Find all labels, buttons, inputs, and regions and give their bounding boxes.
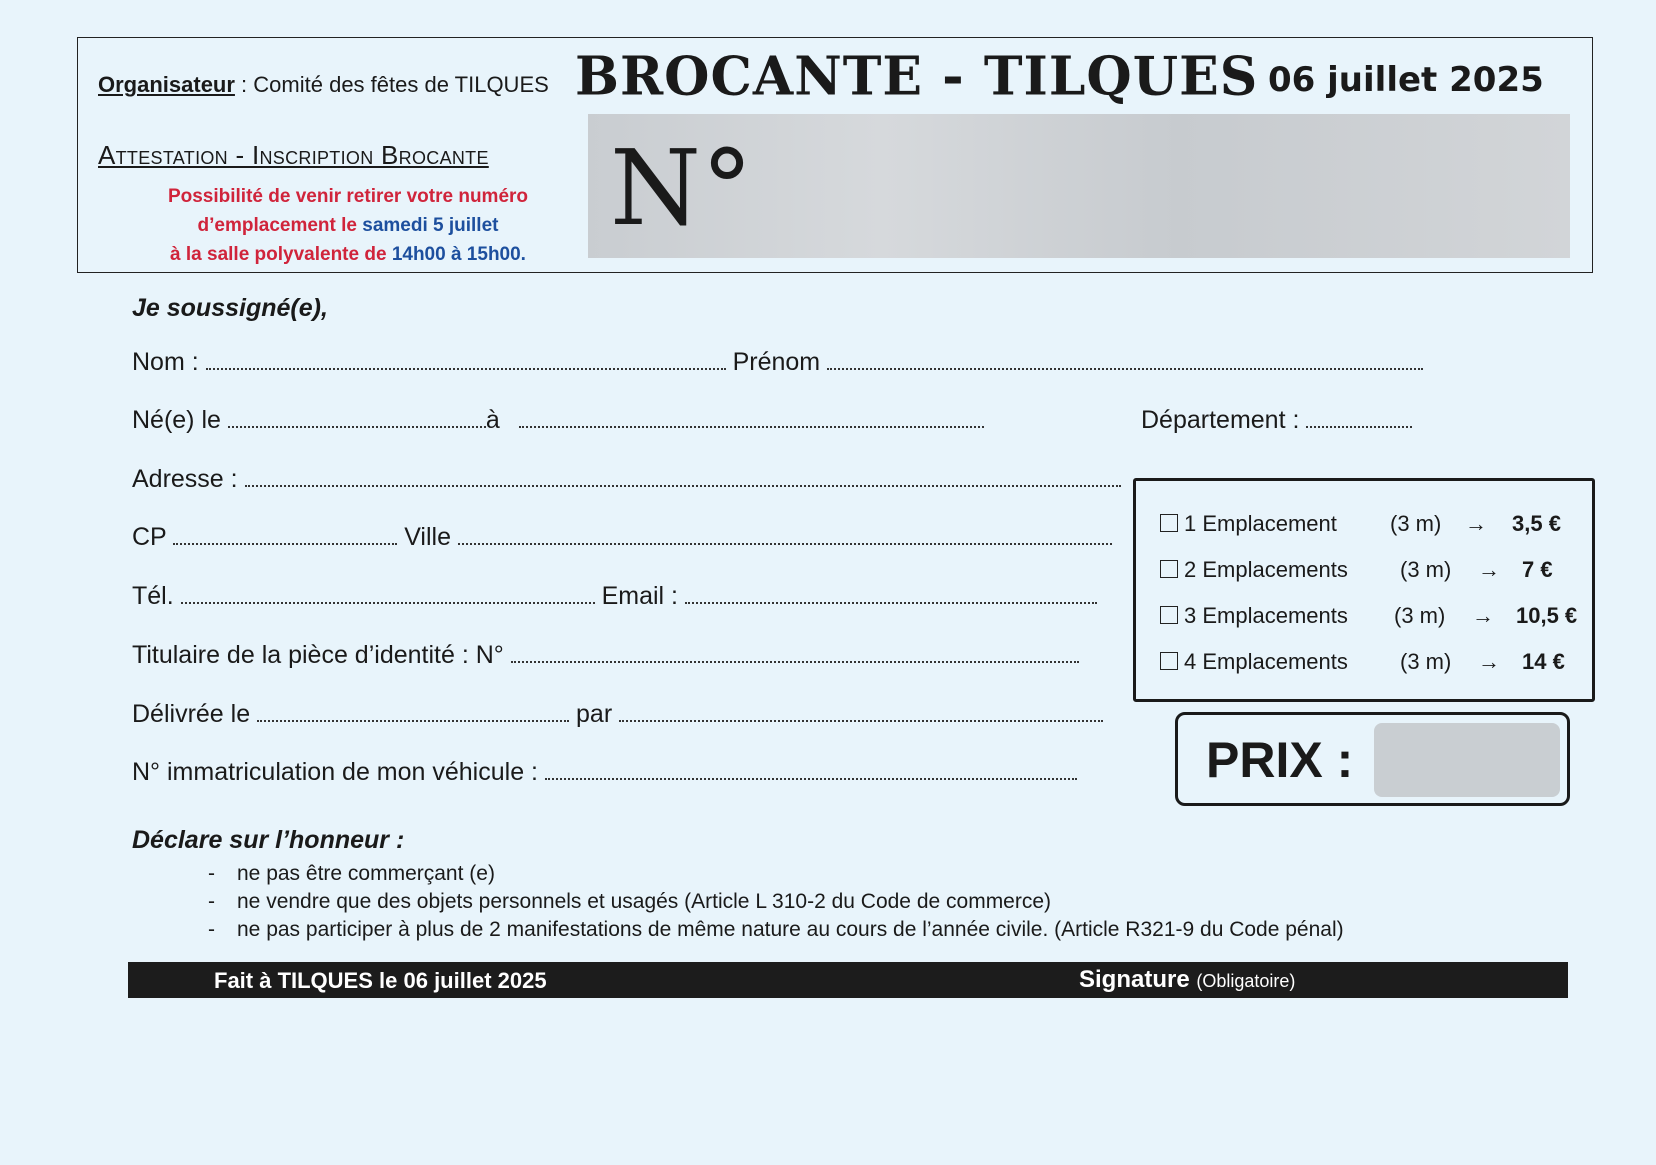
nom-field[interactable] — [206, 348, 726, 370]
address-row — [132, 465, 1121, 494]
attestation-title: Attestation - Inscription Brocante — [98, 140, 489, 170]
signature-text: Signature — [1079, 966, 1190, 993]
city-label: Ville — [404, 523, 451, 551]
birthdate-field[interactable] — [228, 406, 486, 428]
declaration-title: Déclare sur l’honneur : — [132, 826, 405, 854]
pricing-option-1[interactable] — [1160, 511, 1561, 537]
nom-label: Nom : — [132, 348, 199, 376]
event-title: BROCANTE - TILQUES — [575, 45, 1259, 108]
pricing-option-2[interactable] — [1160, 557, 1553, 583]
issued-date-field[interactable] — [257, 700, 569, 722]
organizer-value: Comité des fêtes de TILQUES — [253, 72, 549, 97]
number-label: N° — [610, 127, 753, 249]
name-row — [132, 348, 1423, 377]
option-size: (3 m) — [1400, 557, 1452, 582]
option-label: 2 Emplacements — [1184, 557, 1348, 582]
email-field[interactable] — [685, 582, 1097, 604]
issued-by-label: par — [576, 700, 613, 728]
contact-row — [132, 582, 1097, 611]
email-label: Email : — [601, 582, 678, 610]
option-price: 14 € — [1522, 649, 1565, 674]
checkbox-icon[interactable] — [1160, 560, 1178, 578]
department-row — [1141, 406, 1412, 435]
bullet-dash: - — [208, 918, 215, 941]
declaration-text: ne vendre que des objets personnels et usagés (Article L 310-2 du Code de commerce) — [237, 890, 1052, 913]
signature-label[interactable] — [1079, 966, 1295, 994]
option-label: 1 Emplacement — [1184, 511, 1337, 536]
pricing-box — [1133, 478, 1595, 702]
bullet-dash: - — [208, 890, 215, 913]
birth-row — [132, 406, 984, 435]
arrow-icon: → — [1478, 557, 1500, 582]
birthplace-label: à — [485, 406, 500, 434]
total-price-field[interactable] — [1374, 723, 1560, 797]
issued-row — [132, 700, 1103, 729]
option-size: (3 m) — [1394, 603, 1446, 628]
option-price: 7 € — [1522, 557, 1553, 582]
signature-note: (Obligatoire) — [1196, 971, 1296, 991]
notice-hours: 14h00 à 15h00. — [391, 244, 526, 265]
cp-field[interactable] — [173, 523, 397, 545]
place-date: Fait à TILQUES le 06 juillet 2025 — [214, 968, 547, 993]
option-label: 4 Emplacements — [1184, 649, 1348, 674]
option-price: 3,5 € — [1512, 511, 1561, 536]
city-field[interactable] — [458, 523, 1112, 545]
declaration-text: ne pas participer à plus de 2 manifestations de même nature au cours de l’année civile. (Article R321-9 du Code pénal) — [237, 918, 1344, 941]
pricing-option-4[interactable] — [1160, 649, 1565, 675]
option-label: 3 Emplacements — [1184, 603, 1348, 628]
notice-date: samedi 5 juillet — [362, 215, 499, 236]
cp-label: CP — [132, 523, 167, 551]
organizer-label: Organisateur — [98, 72, 235, 97]
issued-by-field[interactable] — [619, 700, 1103, 722]
department-field[interactable] — [1306, 406, 1412, 428]
notice-part1: Possibilité de venir retirer votre numéro d’emplacement le — [167, 186, 529, 236]
vehicle-field[interactable] — [545, 758, 1077, 780]
vehicle-row — [132, 758, 1077, 787]
address-label: Adresse : — [132, 465, 238, 493]
notice-part2: à la salle polyvalente de — [170, 244, 392, 265]
address-field[interactable] — [245, 465, 1121, 487]
birthdate-label: Né(e) le — [132, 406, 221, 434]
intro-text: Je soussigné(e), — [132, 294, 328, 322]
organizer-separator: : — [234, 72, 254, 97]
total-price-box — [1175, 712, 1570, 806]
arrow-icon: → — [1472, 603, 1494, 628]
prenom-label: Prénom — [732, 348, 821, 376]
id-row — [132, 641, 1079, 670]
phone-label: Tél. — [132, 582, 174, 610]
header-box — [77, 37, 1593, 273]
checkbox-icon[interactable] — [1160, 652, 1178, 670]
arrow-icon: → — [1478, 649, 1500, 674]
bullet-dash: - — [208, 862, 215, 885]
pricing-option-3[interactable] — [1160, 603, 1578, 629]
birthplace-field[interactable] — [519, 406, 984, 428]
city-row — [132, 523, 1112, 552]
event-date: 06 juillet 2025 — [1268, 60, 1544, 100]
option-size: (3 m) — [1400, 649, 1452, 674]
phone-field[interactable] — [181, 582, 595, 604]
option-price: 10,5 € — [1516, 603, 1578, 628]
checkbox-icon[interactable] — [1160, 514, 1178, 532]
vehicle-label: N° immatriculation de mon véhicule : — [132, 758, 538, 786]
id-label: Titulaire de la pièce d’identité : N° — [132, 641, 504, 669]
checkbox-icon[interactable] — [1160, 606, 1178, 624]
option-size: (3 m) — [1390, 511, 1442, 536]
issued-date-label: Délivrée le — [132, 700, 251, 728]
total-price-label: PRIX : — [1206, 732, 1354, 788]
footer-bar — [128, 962, 1568, 998]
arrow-icon: → — [1465, 511, 1487, 536]
declaration-text: ne pas être commerçant (e) — [237, 862, 495, 885]
department-label: Département : — [1141, 406, 1300, 434]
organizer-line — [98, 72, 549, 98]
prenom-field[interactable] — [827, 348, 1423, 370]
pickup-notice — [98, 182, 598, 269]
id-field[interactable] — [511, 641, 1079, 663]
